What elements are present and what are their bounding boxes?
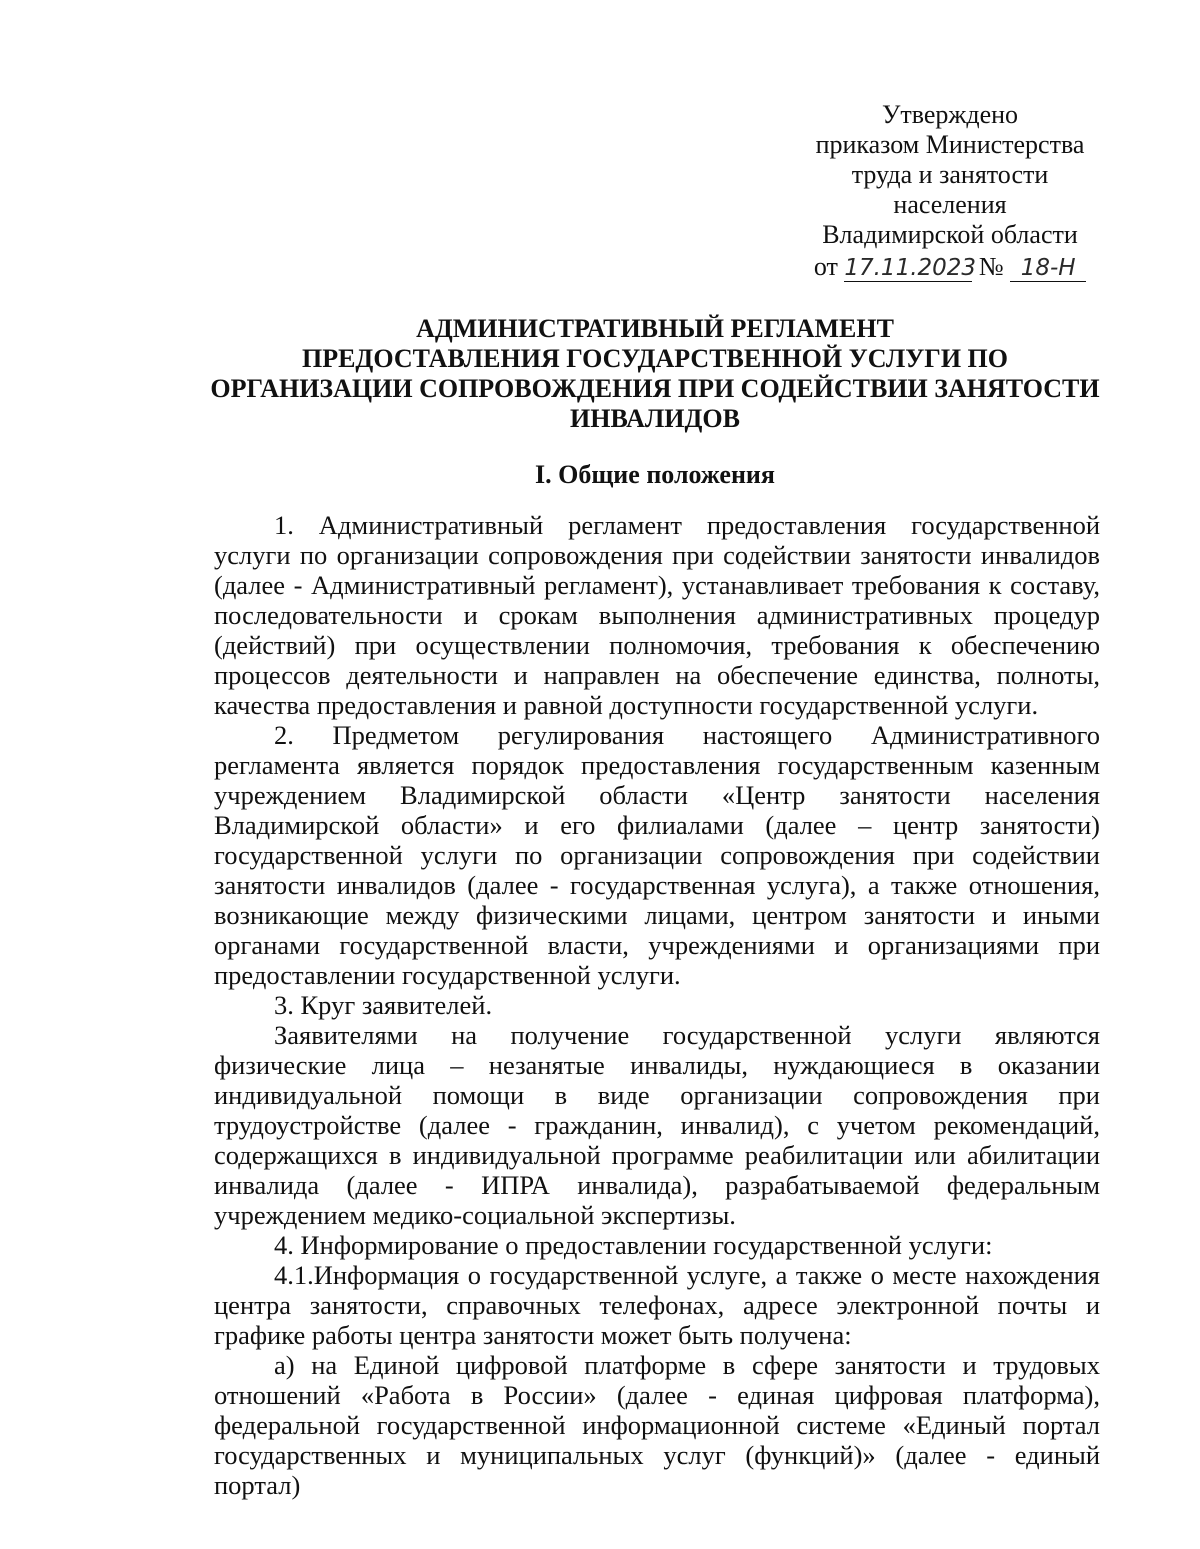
- title-line-3: ОРГАНИЗАЦИИ СОПРОВОЖДЕНИЯ ПРИ СОДЕЙСТВИИ ЗАНЯТОСТИ: [210, 374, 1100, 403]
- paragraph-3: 3. Круг заявителей.: [274, 990, 493, 1020]
- approval-line-2: приказом Министерства: [815, 130, 1085, 159]
- approval-line-4: населения: [893, 190, 1007, 219]
- document-title: [150, 314, 1160, 434]
- paragraph-5: 4. Информирование о предоставлении государственной услуги:: [274, 1230, 993, 1260]
- document-body: [214, 510, 1100, 1500]
- from-label: от: [813, 252, 838, 281]
- approval-line-1: Утверждено: [881, 100, 1019, 129]
- paragraph-2: 2. Предметом регулирования настоящего Административного регламента является порядок предоставления государственным казенным учреждением Владимирской области «Центр занятости населения Владимирской области» и его филиалами (далее – центр занятости) государственной услуги по организации сопровождения при содействии занятости инвалидов (далее - государственная услуга), а также отношения, возникающие между физическими лицами, центром занятости и иными органами государственной власти, учреждениями и организациями при предоставлении государственной услуги.: [214, 720, 1100, 990]
- approval-line-3: труда и занятости: [851, 160, 1049, 189]
- paragraph-4: Заявителями на получение государственной услуги являются физические лица – незанятые инвалиды, нуждающиеся в оказании индивидуальной помощи в виде организации сопровождения при трудоустройстве (далее - гражданин, инвалид), с учетом рекомендаций, содержащихся в индивидуальной программе реабилитации или абилитации инвалида (далее - ИПРА инвалида), разрабатываемой федеральным учреждением медико-социальной экспертизы.: [214, 1020, 1100, 1230]
- approval-line-5: Владимирской области: [822, 220, 1078, 249]
- handwritten-date: 17.11.2023: [844, 255, 977, 281]
- order-date-number-row: [800, 252, 1100, 282]
- paragraph-1: 1. Административный регламент предоставления государственной услуги по организации сопровождения при содействии занятости инвалидов (далее - Административный регламент), устанавливает требования к составу, последовательности и срокам выполнения административных процедур (действий) при осуществлении полномочия, требования к обеспечению процессов деятельности и направлен на обеспечение единства, полноты, качества предоставления и равной доступности государственной услуги.: [214, 510, 1100, 720]
- paragraph-6: 4.1.Информация о государственной услуге, а также о месте нахождения центра занятости, справочных телефонах, адресе электронной почты и графике работы центра занятости может быть получена:: [214, 1260, 1100, 1350]
- section-heading: I. Общие положения: [535, 460, 775, 489]
- title-line-1: АДМИНИСТРАТИВНЫЙ РЕГЛАМЕНТ: [416, 314, 894, 343]
- approval-block: [800, 100, 1100, 282]
- title-line-2: ПРЕДОСТАВЛЕНИЯ ГОСУДАРСТВЕННОЙ УСЛУГИ ПО: [301, 344, 1009, 373]
- number-label: №: [978, 252, 1004, 281]
- paragraph-7: а) на Единой цифровой платформе в сфере занятости и трудовых отношений «Работа в России» (далее - единая цифровая платформа), федеральной государственной информационной системе «Единый портал государственных и муниципальных услуг (функций)» (далее - единый портал): [214, 1350, 1100, 1500]
- title-line-4: ИНВАЛИДОВ: [570, 404, 740, 433]
- handwritten-number: 18-Н: [1010, 255, 1086, 282]
